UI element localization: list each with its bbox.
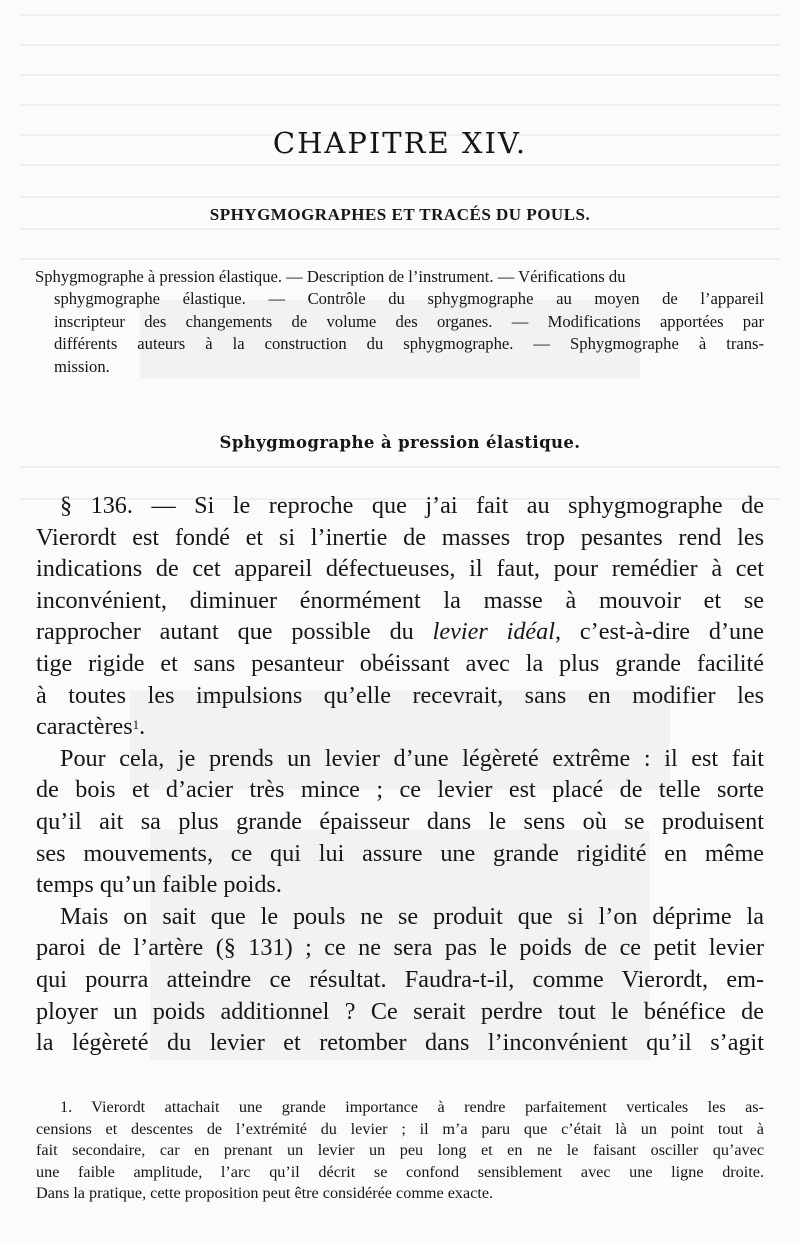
- paragraph-line: [36, 711, 764, 743]
- summary-line: sphygmographe élastique. — Contrôle du sphygmographe au moyen de l’appareil: [54, 289, 764, 309]
- chapter-title: CHAPITRE XIV.: [272, 126, 528, 160]
- section-heading: Sphygmographe à pression élastique.: [219, 433, 581, 452]
- summary-line: mission.: [54, 356, 110, 376]
- paragraph-line: la légèreté du levier et retomber dans l’inconvénient qu’il s’agit: [36, 1029, 764, 1057]
- paragraph-line: à toutes les impulsions qu’elle recevrait, sans en modifier les: [36, 681, 764, 709]
- italic-term: levier idéal,: [432, 618, 562, 646]
- paragraph-line: temps qu’un faible poids.: [36, 871, 282, 899]
- chapter-subtitle: SPHYGMOGRAPHES ET TRACÉS DU POULS.: [209, 205, 591, 224]
- footnote-line: fait secondaire, car en prenant un levier un peu long et en ne le faisant osciller qu’avec: [36, 1141, 764, 1160]
- footnote-line: 1. Vierordt attachait une grande importance à rendre parfaitement verticales les as-: [60, 1098, 764, 1116]
- body-text: [36, 490, 764, 1059]
- paragraph-line: § 136. — Si le reproche que j’ai fait au sphygmographe de: [60, 492, 764, 519]
- footnote-line: censions et descentes de l’extrémité du levier ; il m’a paru que c’était là un point tout à: [36, 1119, 764, 1138]
- footnote-line: une faible amplitude, l’arc qu’il décrit se confond sensiblement avec une ligne droite.: [36, 1162, 764, 1181]
- line-text: .: [139, 713, 146, 741]
- paragraph-line: indications de cet appareil défectueuses, il faut, pour remédier à cet: [36, 555, 764, 583]
- summary-line: Sphygmographe à pression élastique. — Description de l’instrument. — Vérifications du: [35, 267, 626, 286]
- paragraph-line: qu’il ait sa plus grande épaisseur dans le sens où se produisent: [36, 807, 764, 835]
- paragraph-line: Vierordt est fondé et si l’inertie de masses trop pesantes rend les: [36, 523, 764, 551]
- paragraph-line: Mais on sait que le pouls ne se produit que si l’on déprime la: [60, 902, 764, 930]
- line-text: c’est-à-dire d’une: [561, 618, 764, 646]
- paragraph-line: Pour cela, je prends un levier d’une légèreté extrême : il est fait: [60, 744, 764, 772]
- paragraph-line: ses mouvements, ce qui lui assure une grande rigidité en même: [36, 839, 764, 867]
- footnote-line: Dans la pratique, cette proposition peut être considérée comme exacte.: [36, 1184, 494, 1203]
- paragraph-line: qui pourra atteindre ce résultat. Faudra-t-il, comme Vierordt, em-: [36, 965, 764, 993]
- paragraph-line: ployer un poids additionnel ? Ce serait perdre tout le bénéfice de: [36, 997, 764, 1025]
- line-text: caractères: [36, 713, 133, 741]
- paragraph-line: paroi de l’artère (§ 131) ; ce ne sera pas le poids de ce petit levier: [36, 934, 764, 962]
- paragraph-line: [36, 616, 764, 648]
- paragraph-line: inconvénient, diminuer énormément la masse à mouvoir et se: [36, 586, 764, 614]
- chapter-summary: [36, 266, 764, 378]
- line-text: rapprocher autant que possible du: [36, 618, 433, 646]
- paragraph-line: tige rigide et sans pesanteur obéissant avec la plus grande facilité: [36, 649, 764, 677]
- paragraph-line: de bois et d’acier très mince ; ce levier est placé de telle sorte: [36, 776, 764, 804]
- footnote-ref: 1: [132, 717, 140, 733]
- summary-line: différents auteurs à la construction du sphygmographe. — Sphygmographe à trans-: [54, 334, 764, 354]
- footnote: [36, 1097, 764, 1205]
- summary-line: inscripteur des changements de volume des organes. — Modifications apportées par: [54, 311, 764, 331]
